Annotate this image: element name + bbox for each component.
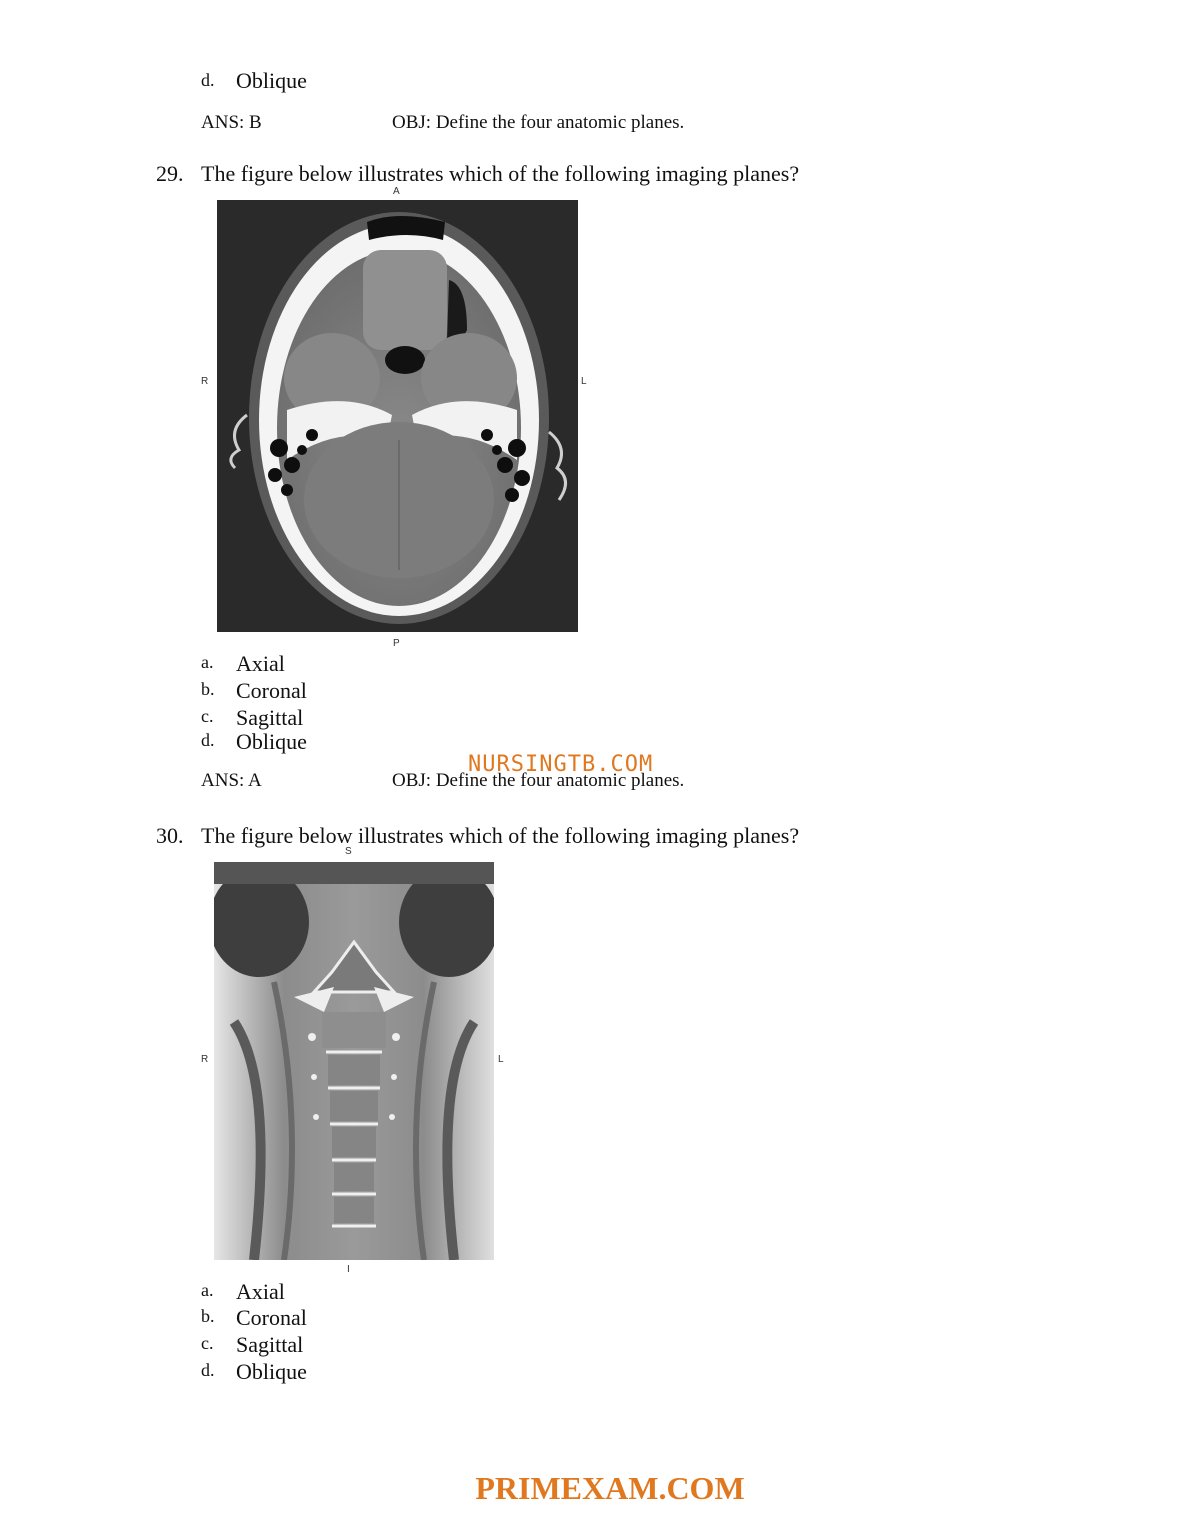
- orientation-label-top: A: [393, 186, 400, 197]
- option-letter: d.: [201, 70, 215, 90]
- option-text: Sagittal: [236, 705, 304, 730]
- question-text: The figure below illustrates which of the following imaging planes?: [201, 823, 800, 848]
- option-letter: b.: [201, 679, 215, 699]
- orientation-label-left: R: [201, 1054, 209, 1065]
- ct-scan-image: [217, 200, 578, 632]
- question-number: 30.: [156, 823, 184, 848]
- option-text: Axial: [236, 651, 285, 676]
- orientation-label-left: R: [201, 376, 209, 387]
- option-text: Coronal: [236, 1305, 307, 1330]
- mri-coronal-figure: [200, 846, 512, 1278]
- option-letter: d.: [201, 1360, 215, 1380]
- objective-label: OBJ: Define the four anatomic planes.: [392, 770, 685, 791]
- option-letter: c.: [201, 1333, 214, 1353]
- question-number: 29.: [156, 161, 184, 186]
- orientation-label-bottom: P: [393, 638, 400, 649]
- question-text: The figure below illustrates which of the following imaging planes?: [201, 161, 800, 186]
- ct-axial-figure: [200, 186, 595, 650]
- option-text: Coronal: [236, 678, 307, 703]
- orientation-label-right: L: [498, 1054, 504, 1065]
- option-letter: a.: [201, 652, 214, 672]
- objective-label: OBJ: Define the four anatomic planes.: [392, 112, 685, 133]
- orientation-label-right: L: [581, 376, 587, 387]
- option-letter: a.: [201, 1280, 214, 1300]
- option-letter: b.: [201, 1306, 215, 1326]
- orientation-label-top: S: [345, 846, 352, 857]
- option-text: Axial: [236, 1279, 285, 1304]
- watermark-text: NURSINGTB.COM: [468, 752, 654, 777]
- option-text: Oblique: [236, 729, 307, 754]
- footer-brand: PRIMEXAM.COM: [475, 1470, 745, 1506]
- option-text: Oblique: [236, 1359, 307, 1384]
- mri-scan-image: [214, 862, 494, 1260]
- answer-label: ANS: B: [201, 112, 262, 133]
- option-letter: c.: [201, 706, 214, 726]
- option-letter: d.: [201, 730, 215, 750]
- orientation-label-bottom: I: [347, 1264, 350, 1275]
- answer-label: ANS: A: [201, 770, 262, 791]
- option-text: Oblique: [236, 68, 307, 93]
- option-text: Sagittal: [236, 1332, 304, 1357]
